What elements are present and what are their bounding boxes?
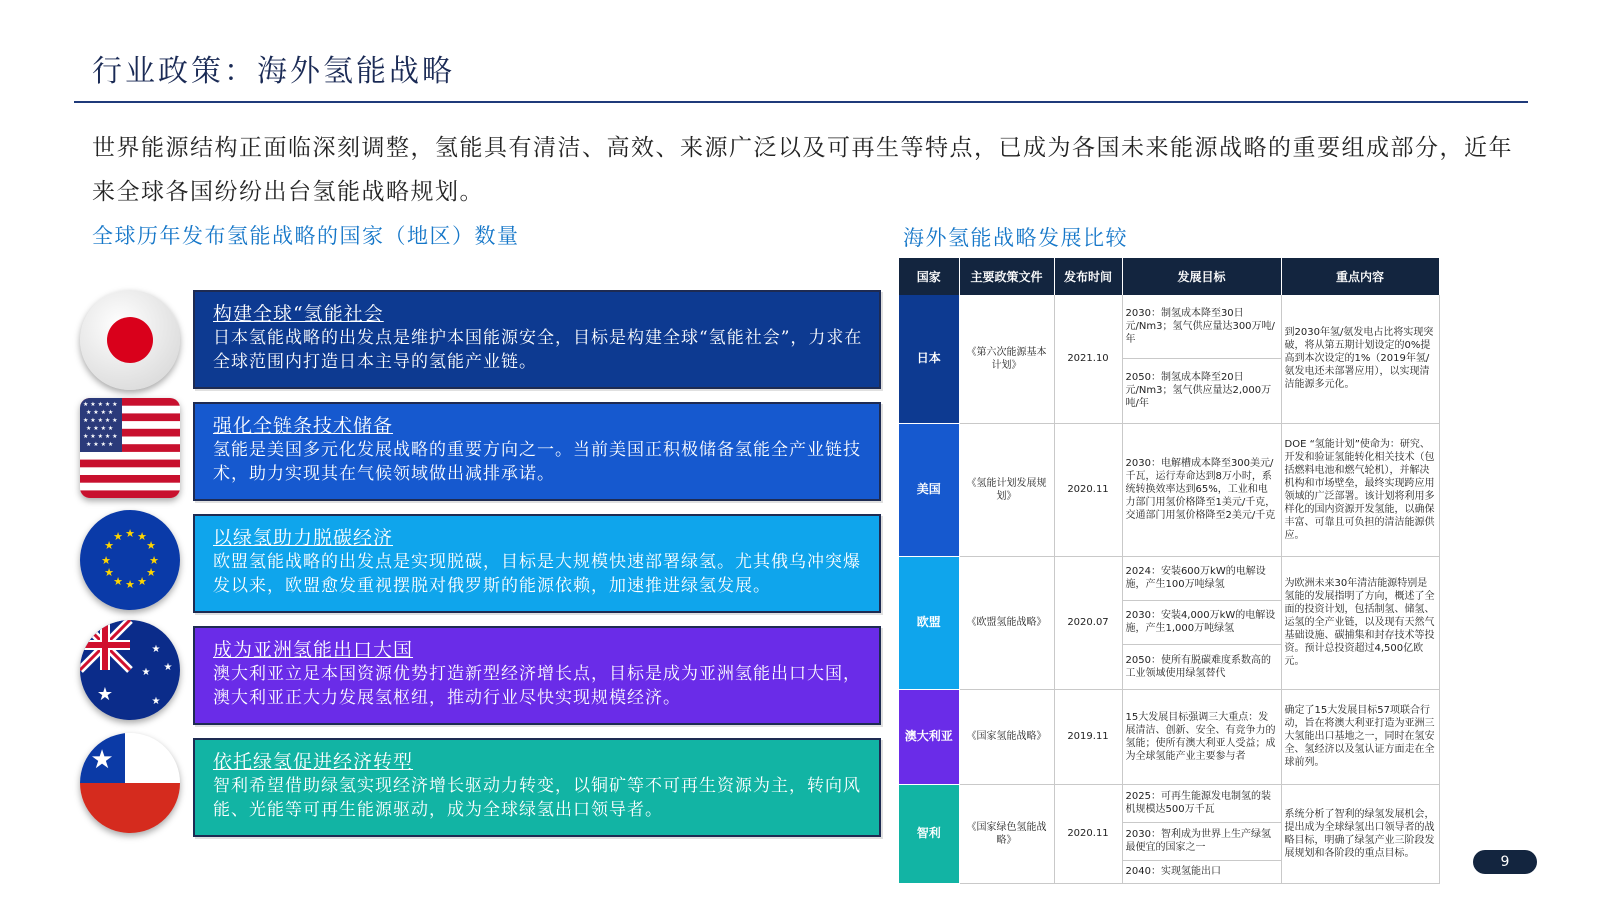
japan-flag-icon xyxy=(80,290,180,390)
date-cell: 2020.11 xyxy=(1054,423,1122,556)
card-body: 氢能是美国多元化发展战略的重要方向之一。当前美国正积极储备氢能全产业链技术，助力实现其在气候领域做出减排承诺。 xyxy=(213,440,861,484)
country-cell: 欧盟 xyxy=(899,556,959,689)
strategy-card-chile xyxy=(193,738,881,837)
table-row xyxy=(899,295,1439,423)
intro-paragraph: 世界能源结构正面临深刻调整，氢能具有清洁、高效、来源广泛以及可再生等特点，已成为各国未来能源战略的重要组成部分，近年来全球各国纷纷出台氢能战略规划。 xyxy=(92,135,1513,205)
column-header: 重点内容 xyxy=(1281,258,1439,295)
page-title: 行业政策：海外氢能战略 xyxy=(92,54,455,89)
svg-text:★: ★ xyxy=(104,566,114,579)
right-section-heading: 海外氢能战略发展比较 xyxy=(903,226,1128,250)
goal-item: 2050：使所有脱碳难度系数高的工业领域使用绿氢替代 xyxy=(1125,654,1271,679)
goal-item: 2030：智利成为世界上生产绿氢最便宜的国家之一 xyxy=(1123,823,1281,861)
country-cell: 澳大利亚 xyxy=(899,689,959,784)
svg-text:★: ★ xyxy=(125,578,135,591)
table-header-row xyxy=(899,258,1439,295)
svg-text:★: ★ xyxy=(113,530,123,543)
table-row xyxy=(899,689,1439,784)
card-title: 以绿氢助力脱碳经济 xyxy=(213,527,394,549)
date-cell: 2019.11 xyxy=(1054,689,1122,784)
svg-text:★ ★ ★ ★ ★: ★ ★ ★ ★ ★ xyxy=(83,417,118,424)
policy-doc-cell: 《国家氢能战略》 xyxy=(959,689,1054,784)
strategy-comparison-table xyxy=(899,258,1439,884)
svg-text:★: ★ xyxy=(149,554,159,567)
svg-text:★ ★ ★ ★: ★ ★ ★ ★ xyxy=(86,409,114,416)
goal-item: 2024：安装600万kW的电解设施，产生100万吨绿氢 xyxy=(1123,557,1281,601)
strategy-card-usa xyxy=(193,402,881,501)
strategy-card-eu xyxy=(193,514,881,613)
goal-item: 2030：制氢成本降至30日元/Nm3；氢气供应量达300万吨/年 xyxy=(1123,295,1281,359)
column-header: 发布时间 xyxy=(1054,258,1122,295)
svg-text:★: ★ xyxy=(151,644,161,655)
svg-text:★: ★ xyxy=(163,662,173,673)
card-body: 智利希望借助绿氢实现经济增长驱动力转变，以铜矿等不可再生资源为主，转向风能、光能等可再生能源驱动，成为全球绿氢出口领导者。 xyxy=(213,776,861,820)
content-cell: 系统分析了智利的绿氢发展机会，提出成为全球绿氢出口领导者的战略目标，明确了绿氢产业三阶段发展规划和各阶段的重点目标。 xyxy=(1281,784,1439,883)
svg-text:★: ★ xyxy=(146,539,156,552)
card-title: 强化全链条技术储备 xyxy=(213,415,394,437)
date-cell: 2020.07 xyxy=(1054,556,1122,689)
card-title: 构建全球“氢能社会 xyxy=(213,303,384,325)
card-body: 日本氢能战略的出发点是维护本国能源安全，目标是构建全球“氢能社会”，力求在全球范围内打造日本主导的氢能产业链。 xyxy=(213,328,863,372)
goals-cell xyxy=(1122,784,1281,883)
goal-item: 2030：安装4,000万kW的电解设施，产生1,000万吨绿氢 xyxy=(1123,601,1281,645)
strategy-card-japan xyxy=(193,290,881,389)
date-cell: 2021.10 xyxy=(1054,295,1122,423)
page-number-badge: 9 xyxy=(1473,850,1537,874)
goals-cell xyxy=(1122,556,1281,689)
svg-text:★: ★ xyxy=(96,684,114,705)
title-divider xyxy=(74,101,1528,103)
left-section-heading: 全球历年发布氢能战略的国家（地区）数量 xyxy=(92,224,520,248)
goal-item: 2025：可再生能源发电制氢的装机规模达500万千瓦 xyxy=(1123,785,1281,823)
svg-text:★: ★ xyxy=(141,667,151,678)
strategy-card-australia xyxy=(193,626,881,725)
date-cell: 2020.11 xyxy=(1054,784,1122,883)
content-cell: DOE “氢能计划”使命为：研究、开发和验证氢能转化相关技术（包括燃料电池和燃气轮机），并解决机构和市场壁垒，最终实现跨应用领域的广泛部署。该计划将利用多样化的国内资源开发氢能，以确保丰富、可靠且可负担的清洁能源供应。 xyxy=(1281,423,1439,556)
table-row xyxy=(899,423,1439,556)
card-title: 成为亚洲氢能出口大国 xyxy=(213,639,414,661)
goals-cell: 2030：电解槽成本降至300美元/千瓦，运行寿命达到8万小时，系统转换效率达到65%，工业和电力部门用氢价格降至1美元/千克，交通部门用氢价格降至2美元/千克 xyxy=(1122,423,1281,556)
policy-doc-cell: 《第六次能源基本计划》 xyxy=(959,295,1054,423)
svg-text:★: ★ xyxy=(90,745,114,775)
goal-item: 2040：实现氢能出口 xyxy=(1125,866,1221,877)
svg-text:★ ★ ★ ★ ★: ★ ★ ★ ★ ★ xyxy=(83,401,118,408)
svg-text:★: ★ xyxy=(113,575,123,588)
content-cell: 为欧洲未来30年清洁能源特别是氢能的发展指明了方向，概述了全面的投资计划，包括制氢、储氢、运氢的全产业链，以及现有天然气基础设施、碳捕集和封存技术等投资。预计总投资超过4,500亿欧元。 xyxy=(1281,556,1439,689)
usa-flag-icon xyxy=(80,398,180,498)
table-row xyxy=(899,556,1439,689)
country-cell: 日本 xyxy=(899,295,959,423)
svg-text:★ ★ ★ ★ ★: ★ ★ ★ ★ ★ xyxy=(83,433,118,440)
svg-text:★: ★ xyxy=(151,696,161,707)
goals-cell xyxy=(1122,295,1281,423)
svg-text:★: ★ xyxy=(137,575,147,588)
svg-text:★: ★ xyxy=(104,539,114,552)
eu-flag-icon xyxy=(80,510,180,610)
policy-doc-cell: 《国家绿色氢能战略》 xyxy=(959,784,1054,883)
svg-text:★ ★ ★ ★: ★ ★ ★ ★ xyxy=(86,441,114,448)
svg-text:★: ★ xyxy=(137,530,147,543)
chile-flag-icon xyxy=(80,733,180,833)
content-cell: 到2030年氢/氨发电占比将实现突破，将从第五期计划设定的0%提高到本次设定的1%（2019年氢/氨发电还未部署应用），以实现清洁能源多元化。 xyxy=(1281,295,1439,423)
card-body: 欧盟氢能战略的出发点是实现脱碳，目标是大规模快速部署绿氢。尤其俄乌冲突爆发以来，欧盟愈发重视摆脱对俄罗斯的能源依赖，加速推进绿氢发展。 xyxy=(213,552,861,596)
column-header: 发展目标 xyxy=(1122,258,1281,295)
column-header: 主要政策文件 xyxy=(959,258,1054,295)
svg-text:★: ★ xyxy=(146,566,156,579)
svg-text:★: ★ xyxy=(101,554,111,567)
content-cell: 确定了15大发展目标57项联合行动，旨在将澳大利亚打造为亚洲三大氢能出口基地之一，同时在氢安全、氢经济以及氢认证方面走在全球前列。 xyxy=(1281,689,1439,784)
svg-text:★: ★ xyxy=(125,527,135,540)
table-row xyxy=(899,784,1439,883)
country-cell: 智利 xyxy=(899,784,959,883)
goal-item: 2050：制氢成本降至20日元/Nm3；氢气供应量达2,000万吨/年 xyxy=(1125,372,1272,410)
australia-flag-icon xyxy=(80,620,180,720)
column-header: 国家 xyxy=(899,258,959,295)
card-title: 依托绿氢促进经济转型 xyxy=(213,751,414,773)
goals-cell: 15大发展目标强调三大重点：发展清洁、创新、安全、有竞争力的氢能；使所有澳大利亚人受益；成为全球氢能产业主要参与者 xyxy=(1122,689,1281,784)
country-cell: 美国 xyxy=(899,423,959,556)
policy-doc-cell: 《氢能计划发展规划》 xyxy=(959,423,1054,556)
card-body: 澳大利亚立足本国资源优势打造新型经济增长点，目标是成为亚洲氢能出口大国，澳大利亚正大力发展氢枢纽，推动行业尽快实现规模经济。 xyxy=(213,664,861,708)
policy-doc-cell: 《欧盟氢能战略》 xyxy=(959,556,1054,689)
svg-text:★ ★ ★ ★: ★ ★ ★ ★ xyxy=(86,425,114,432)
